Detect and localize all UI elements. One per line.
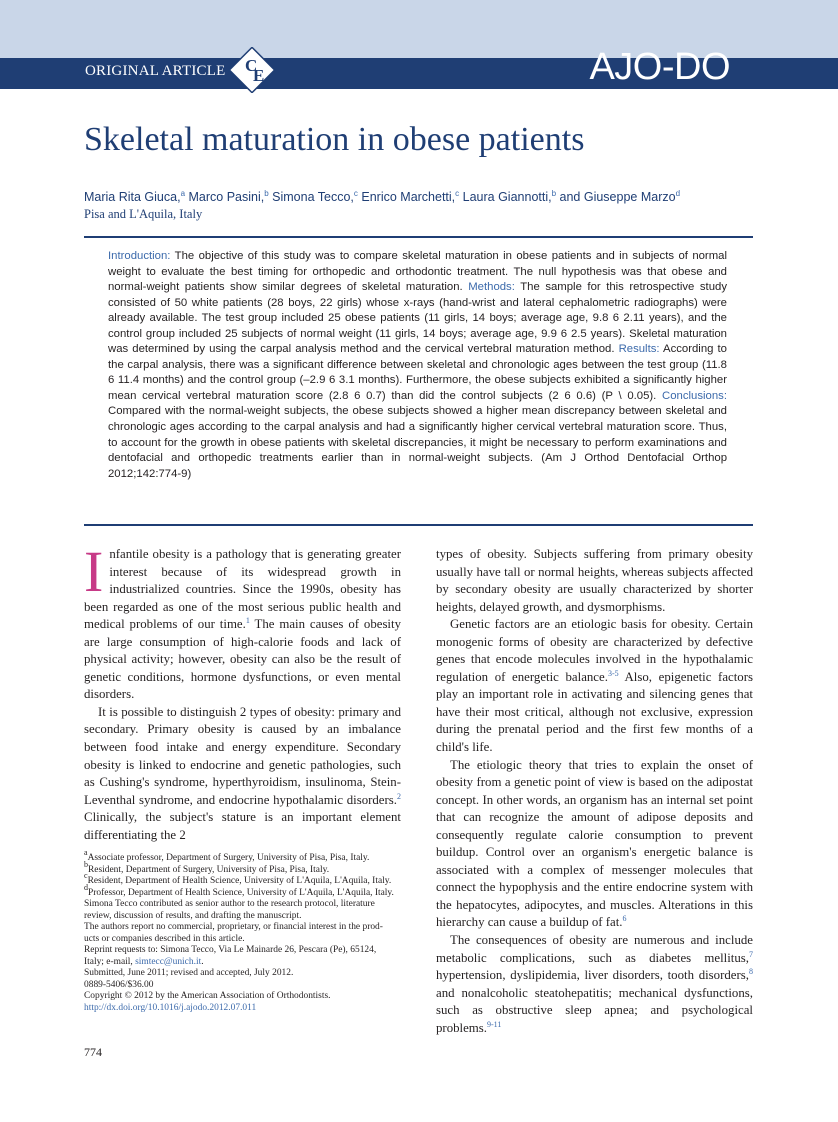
footnote-mark: d <box>84 882 88 892</box>
footnote <box>84 957 402 969</box>
author-name: Marco Pasini, <box>185 190 265 204</box>
citation-ref[interactable]: 1 <box>245 616 250 626</box>
footnote-text: Resident, Department of Surgery, University of Pisa, Pisa, Italy. <box>88 864 330 875</box>
footnote <box>84 848 402 865</box>
footnote-mark: a <box>84 848 88 857</box>
drop-cap: I <box>84 539 104 604</box>
footnote: Reprint requests to: Simona Tecco, Via Le Mainarde 26, Pescara (Pe), 65124, <box>84 945 377 955</box>
footnote: 0889-5406/$36.00 <box>84 979 154 990</box>
affiliation: Pisa and L'Aquila, Italy <box>84 207 203 221</box>
body-paragraph: types of obesity. Subjects suffering from primary obesity usually have tall or normal heights, whereas subjects affected by secondary obesity are usually characterized by shorter heights, delayed growth, and dysmorphisms. <box>436 547 753 614</box>
paragraph-text: Clinically, the subject's stature is an important element differentiating the 2 <box>84 810 401 842</box>
article-title: Skeletal maturation in obese patients <box>84 121 585 158</box>
footnotes <box>84 848 402 1014</box>
footnote-text: . <box>201 956 204 967</box>
author-mark: d <box>675 189 681 198</box>
author-mark: c <box>455 189 460 198</box>
paragraph-text: The main causes of obesity are large consumption of high-calorie foods and lack of physical activity; however, obesity can also be the result of genetic conditions, hormone dysfunctions, or even mental disorders. <box>84 617 401 702</box>
footnote: Copyright © 2012 by the American Association of Orthodontists. <box>84 991 331 1001</box>
footnote-text: Associate professor, Department of Surgery, University of Pisa, Pisa, Italy. <box>87 853 370 863</box>
citation-ref[interactable]: 3-5 <box>607 668 619 678</box>
paragraph-text: Also, epigenetic factors play an important role in activating and silencing genes that have their most critical, although not exclusive, expression during the prenatal period and the first few months of a child's life. <box>436 669 753 755</box>
author-name: and Giuseppe Marzo <box>556 190 676 204</box>
paragraph-text: Genetic factors are an etiologic basis for obesity. Certain monogenic forms of obesity are characterized by defective genes that encode molecules involved in the hypothalamic regulation of energetic balance. <box>436 617 753 684</box>
page-number: 774 <box>84 1045 102 1059</box>
body-paragraph <box>436 757 753 932</box>
abstract-bottom-rule <box>84 524 753 526</box>
body-paragraph <box>436 616 753 756</box>
body-paragraph <box>84 539 401 704</box>
body-column-right <box>436 546 753 1037</box>
body-column-left <box>84 539 401 844</box>
author-mark: b <box>551 189 557 198</box>
author-mark: b <box>264 189 269 198</box>
author-name: Maria Rita Giuca, <box>84 190 181 204</box>
author-mark: c <box>353 189 358 198</box>
abstract-heading-introduction: Introduction: <box>108 250 171 262</box>
citation-ref[interactable]: 7 <box>749 949 753 959</box>
paragraph-text: It is possible to distinguish 2 types of obesity: primary and secondary. Primary obesity is caused by an imbalance between food intake and energy expenditure. Secondary obesity is linked to endocrine and genetic pathologies, such as Cushing's syndrome, hyperthyroidism, insulinoma, Stein-Leventhal syndrome, and endocrine hypothalamic disorders. <box>84 704 401 807</box>
footnote-text: Resident, Department of Health Science, University of L'Aquila, L'Aquila, Italy. <box>87 876 392 886</box>
abstract <box>108 249 727 482</box>
citation-ref[interactable]: 8 <box>749 967 753 977</box>
footnote-mark: b <box>84 859 88 869</box>
body-paragraph <box>84 704 401 844</box>
footnote: ucts or companies described in this article. <box>84 933 245 944</box>
ce-badge-icon <box>226 47 278 93</box>
paragraph-text: hypertension, dyslipidemia, liver disorders, tooth disorders, <box>436 968 749 983</box>
footnote <box>84 882 402 900</box>
abstract-heading-methods: Methods: <box>468 281 515 294</box>
citation-ref[interactable]: 9-11 <box>487 1019 502 1029</box>
abstract-heading-results: Results: <box>618 343 660 356</box>
abstract-heading-conclusions: Conclusions: <box>662 389 727 402</box>
journal-logo: AJO-DO <box>589 46 730 88</box>
paragraph-text: nfantile obesity is a pathology that is generating greater interest because of its widespread growth in industrialized countries. Since the 1990s, obesity has been regarded as one of the most serious public health and medical problems of our time. <box>84 547 401 632</box>
abstract-text: According to the carpal analysis, there was a significant difference between skeletal and chronologic ages between the test group (11.8 6 11.4 months) and the control group (–2.9 6 3.1 months). Furthermore, the obese subjects exhibited a significantly higher mean cervical vertebral maturation score (2.8 6 0.7) than did the control subjects (2 6 0.6) (P \ 0.05). <box>108 343 727 402</box>
body-paragraph <box>436 932 753 1037</box>
abstract-top-rule <box>84 236 753 238</box>
citation-ref[interactable]: 6 <box>622 914 627 924</box>
abstract-text: The sample for this retrospective study consisted of 50 white patients (28 boys, 22 girls) whose x-rays (hand-wrist and lateral cephalometric radiographs) were already available. The test group included 25 obese patients (11 girls, 14 boys; average age, 9.8 6 2.11 years), and the control group included 25 subjects of normal weight (11 girls, 14 boys; average age, 9.9 6 2.5 years). Skeletal maturation was determined by using the carpal analysis method and the cervical vertebral maturation method. <box>108 281 727 356</box>
footnote <box>84 859 402 877</box>
paragraph-text: The consequences of obesity are numerous and include metabolic complications, such as diabetes mellitus, <box>436 933 753 965</box>
footnote-text: Professor, Department of Health Science, University of L'Aquila, L'Aquila, Italy. <box>88 887 394 898</box>
paragraph-text: and nonalcoholic steatohepatitis; mechanical dysfunctions, such as obstructive sleep apnea; and psychological problems. <box>436 985 753 1035</box>
ce-badge-letter-c: C <box>245 56 258 75</box>
footnote: Submitted, June 2011; revised and accepted, July 2012. <box>84 968 294 978</box>
abstract-text: Compared with the normal-weight subjects, the obese subjects showed a higher mean discrepancy between skeletal and chronologic ages according to the carpal analysis and had a significantly higher cervical vertebral maturation score. Thus, to account for the growth in obese patients with skeletal discrepancies, it might be necessary to perform examinations and dentofacial and orthopedic treatments earlier than in normal-weight subjects. (Am J Orthod Dentofacial Orthop 2012;142:774-9) <box>108 405 727 480</box>
article-type-label: ORIGINAL ARTICLE <box>85 63 226 79</box>
paragraph-text: The etiologic theory that tries to explain the onset of obesity from a genetic point of view is based on the adipostat concept. In other words, an organism has an internal set point that can recognize the amount of adipose deposits and consequently regulate calorie consumption to prevent buildup. Control over an organism's energetic balance is associated with a complex of messenger molecules that connect the hypophysis and the entire endocrine system with the hepatocytes, adipocytes, and muscles. Alterations in this hierarchy can cause a buildup of fat. <box>436 757 753 930</box>
footnote: The authors report no commercial, proprietary, or financial interest in the prod- <box>84 922 383 932</box>
email-link[interactable]: simtecc@unich.it <box>135 956 202 967</box>
abstract-text: The objective of this study was to compare skeletal maturation in obese patients and in subjects of normal weight to evaluate the best timing for orthopedic and orthodontic treatment. The null hypothesis was that obese and normal-weight patients show similar degrees of skeletal maturation. <box>108 250 727 294</box>
author-mark: a <box>180 189 186 198</box>
citation-ref[interactable]: 2 <box>397 791 401 801</box>
footnote: Simona Tecco contributed as senior author to the research protocol, literature <box>84 899 375 909</box>
author-name: Laura Giannotti, <box>459 190 552 204</box>
footnote: review, discussion of results, and drafting the manuscript. <box>84 910 302 921</box>
footnote-text: Italy; e-mail, <box>84 956 136 967</box>
doi-link[interactable]: http://dx.doi.org/10.1016/j.ajodo.2012.07.011 <box>84 1002 257 1013</box>
author-name: Simona Tecco, <box>268 190 354 204</box>
footnote <box>84 871 402 888</box>
author-name: Enrico Marchetti, <box>357 190 456 204</box>
ce-badge-letter-e: E <box>253 66 265 85</box>
footnote-mark: c <box>84 871 88 880</box>
author-list <box>84 189 764 206</box>
